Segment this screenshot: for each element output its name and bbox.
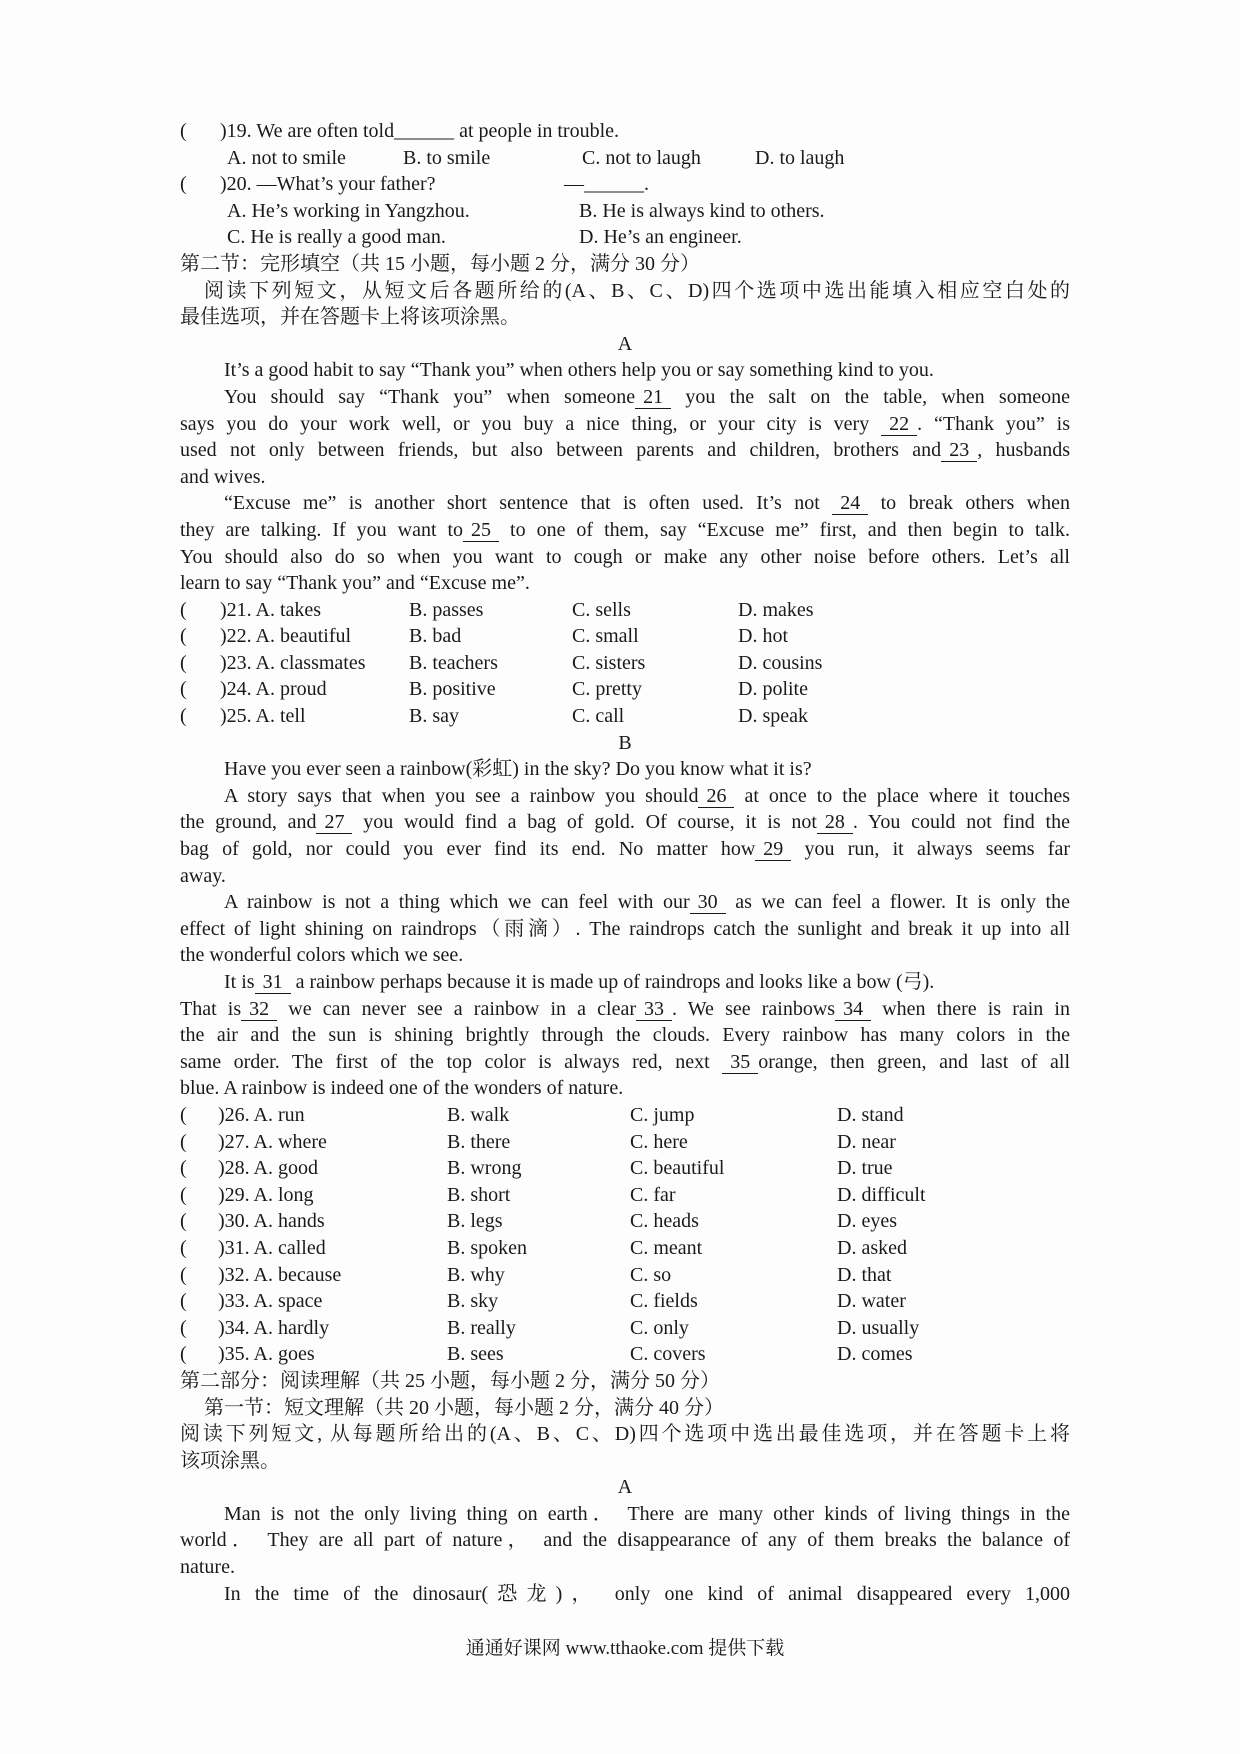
cloze-blank: 25 [463,519,499,542]
cloze-section-heading: 第二节：完形填空（共 15 小题，每小题 2 分，满分 30 分） [180,252,700,275]
option-a: )27. A. where [218,1130,327,1153]
answer-bracket: ( [180,1263,187,1286]
option-b: B. bad [409,625,462,648]
option-a: )29. A. long [218,1183,314,1206]
passage-a-line: You should also do so when you want to cough or make any other noise before others. Let’s all [180,545,1070,568]
option-d: D. true [837,1157,893,1180]
passage-a-line: It’s a good habit to say “Thank you” when others help you or say something kind to you. [224,359,934,382]
cloze-blank: 33 [636,998,672,1021]
option-d: D. that [837,1263,892,1286]
cloze-question-row-34 [180,1315,1070,1342]
option-c: C. small [572,625,639,648]
passage-b-line: same order. The first of the top color is always red, next 35 orange, then green, and last of all [180,1050,1070,1073]
instruction-line: 阅读下列短文，从短文后各题所给的(A、B、C、D)四个选项中选出能填入相应空白处的 [204,279,1070,302]
cloze-question-row-21 [180,597,1070,624]
passage-b-line: the air and the sun is shining brightly through the clouds. Every rainbow has many colors in the [180,1024,1070,1047]
option-a: )31. A. called [218,1236,326,1259]
question-20-options-row-2 [227,224,1070,251]
answer-bracket: ( [180,625,187,648]
cloze-blank: 27 [316,811,352,834]
option-d: D. comes [837,1343,913,1366]
option-d: D. to laugh [755,146,845,169]
cloze-blank: 30 [690,891,726,914]
option-b: B. why [447,1263,505,1286]
option-d: D. eyes [837,1210,897,1233]
instruction-line: 该项涂黑。 [180,1449,280,1472]
option-d: D. cousins [738,651,823,674]
option-d: D. speak [738,705,808,728]
option-b: B. walk [447,1103,510,1126]
cloze-blank: 24 [832,492,868,515]
option-c: C. sells [572,598,631,621]
answer-bracket: ( [180,173,187,196]
option-c: C. call [572,705,625,728]
cloze-question-row-32 [180,1262,1070,1289]
option-d: D. usually [837,1316,920,1339]
passage-b-line: bag of gold, nor could you ever find its end. No matter how 29 you run, it always seems far [180,838,1070,861]
option-c: C. meant [630,1236,703,1259]
cloze-blank: 29 [755,838,791,861]
instruction-line: 最佳选项，并在答题卡上将该项涂黑。 [180,306,520,329]
passage-b-line: away. [180,864,226,887]
answer-bracket: ( [180,651,187,674]
cloze-question-row-31 [180,1235,1070,1262]
cloze-question-row-28 [180,1155,1070,1182]
option-c: C. heads [630,1210,699,1233]
passage-b-line: A story says that when you see a rainbow you should 26 at once to the place where it touches [224,784,1070,807]
option-b: B. He is always kind to others. [579,199,825,222]
passage-b-line: the ground, and 27 you would find a bag of gold. Of course, it is not 28 . You could not find the [180,811,1070,834]
option-d: D. near [837,1130,896,1153]
passage-a-line: used not only between friends, but also between parents and children, brothers and 23 , husbands [180,439,1070,462]
option-d: D. hot [738,625,788,648]
question-19-stem: )19. We are often told______ at people in trouble. [220,120,620,142]
option-d: D. asked [837,1236,907,1259]
option-c: C. far [630,1183,676,1206]
question-19-row [180,118,1070,145]
cloze-question-row-29 [180,1182,1070,1209]
answer-bracket: ( [180,1210,187,1233]
passage-a-line: they are talking. If you want to 25 to one of them, say “Excuse me” first, and then begin to talk. [180,518,1070,541]
option-b: B. really [447,1316,516,1339]
passage-a-line: learn to say “Thank you” and “Excuse me”. [180,572,530,595]
answer-bracket: ( [180,1183,187,1206]
option-a: A. not to smile [227,146,346,169]
option-a: )23. A. classmates [220,651,366,674]
option-c: C. fields [630,1290,698,1313]
answer-bracket: ( [180,678,187,701]
option-b: B. positive [409,678,496,701]
cloze-blank: 23 [941,439,977,462]
reading-passage-line: In the time of the dinosaur(恐龙)， only one kind of animal disappeared every 1,000 [224,1582,1070,1605]
passage-label-a: A [617,332,633,355]
reading-passage-line: world． They are all part of nature， and the disappearance of any of them breaks the balance of [180,1529,1070,1552]
option-a: )26. A. run [218,1103,305,1126]
option-b: B. there [447,1130,511,1153]
passage-b-line: the wonderful colors which we see. [180,944,464,967]
option-c: C. He is really a good man. [227,226,446,249]
cloze-question-row-24 [180,676,1070,703]
option-b: B. short [447,1183,511,1206]
passage-b-line: effect of light shining on raindrops（雨滴）. The raindrops catch the sunlight and break it up into all [180,917,1070,940]
answer-bracket: ( [180,1236,187,1259]
cloze-question-row-26 [180,1102,1070,1129]
reading-passage-line: Man is not the only living thing on earth． There are many other kinds of living things in the [224,1502,1070,1525]
option-a: )24. A. proud [220,678,327,701]
reading-passage-line: nature. [180,1556,235,1579]
reading-passage-label-a: A [617,1476,633,1499]
option-a: )34. A. hardly [218,1316,330,1339]
answer-bracket: ( [180,1290,187,1313]
instruction-line: 阅读下列短文, 从每题所给出的(A、B、C、D)四个选项中选出最佳选项，并在答题卡上将 [180,1423,1070,1446]
answer-bracket: ( [180,1103,187,1126]
option-a: )22. A. beautiful [220,625,352,648]
option-d: D. polite [738,678,808,701]
option-d: D. He’s an engineer. [579,226,742,249]
passage-b-line: A rainbow is not a thing which we can feel with our 30 as we can feel a flower. It is only the [224,891,1070,914]
cloze-question-row-30 [180,1208,1070,1235]
passage-b-line: Have you ever seen a rainbow(彩虹) in the sky? Do you know what it is? [224,758,812,781]
option-c: C. jump [630,1103,695,1126]
answer-bracket: ( [180,598,187,621]
cloze-question-row-25 [180,703,1070,730]
option-a: )30. A. hands [218,1210,325,1233]
option-a: )35. A. goes [218,1343,315,1366]
cloze-blank: 32 [241,998,277,1021]
option-a: )25. A. tell [220,705,306,728]
question-20-answer-blank: —______. [564,173,649,196]
option-b: B. legs [447,1210,503,1233]
cloze-question-row-35 [180,1341,1070,1368]
cloze-blank: 22 [881,413,917,436]
passage-b-line: blue. A rainbow is indeed one of the wonders of nature. [180,1077,624,1100]
option-c: C. beautiful [630,1157,725,1180]
option-a: )21. A. takes [220,598,322,621]
passage-b-line: It is 31 a rainbow perhaps because it is made up of raindrops and looks like a bow (弓). [224,971,935,993]
option-b: B. sky [447,1290,499,1313]
option-b: B. passes [409,598,484,621]
passage-a-line: “Excuse me” is another short sentence that is often used. It’s not 24 to break others when [224,492,1071,515]
answer-bracket: ( [180,1157,187,1180]
option-d: D. difficult [837,1183,926,1206]
cloze-question-row-23 [180,650,1070,677]
option-b: B. spoken [447,1236,527,1259]
passage-a-line: and wives. [180,465,266,488]
cloze-blank: 35 [722,1051,758,1074]
option-c: C. so [630,1263,672,1286]
option-b: B. wrong [447,1157,522,1180]
cloze-question-row-33 [180,1288,1070,1315]
option-c: C. only [630,1316,689,1339]
option-d: D. makes [738,598,814,621]
answer-bracket: ( [180,1130,187,1153]
answer-bracket: ( [180,120,187,142]
footer-watermark: 通通好课网 www.tthaoke.com 提供下载 [465,1638,785,1660]
passage-a-line: says you do your work well, or you buy a nice thing, or your city is very 22 . “Thank you” is [180,412,1070,435]
option-c: C. not to laugh [582,146,701,169]
question-20-row [180,171,1070,198]
answer-bracket: ( [180,1343,187,1366]
cloze-question-row-22 [180,623,1070,650]
cloze-blank: 31 [255,971,291,994]
cloze-blank: 34 [835,998,871,1021]
question-19-options [227,145,1070,172]
question-20-stem: )20. —What’s your father? [220,173,436,196]
option-c: C. sisters [572,651,646,674]
part2-heading: 第二部分：阅读理解（共 25 小题，每小题 2 分，满分 50 分） [180,1369,720,1392]
option-b: B. to smile [403,146,491,169]
cloze-blank: 26 [698,785,734,808]
option-a: )28. A. good [218,1157,318,1180]
option-a: )32. A. because [218,1263,342,1286]
option-b: B. sees [447,1343,504,1366]
cloze-question-row-27 [180,1129,1070,1156]
option-d: D. water [837,1290,906,1313]
option-a: A. He’s working in Yangzhou. [227,199,470,222]
answer-bracket: ( [180,1316,187,1339]
option-a: )33. A. space [218,1290,323,1313]
passage-a-line: You should say “Thank you” when someone 21 you the salt on the table, when someone [224,385,1071,408]
question-20-options-row-1 [227,198,1070,225]
passage-b-line: That is 32 we can never see a rainbow in a clear 33 . We see rainbows 34 when there is rain in [180,997,1070,1020]
cloze-blank: 28 [817,811,853,834]
cloze-blank: 21 [635,386,671,409]
option-c: C. here [630,1130,688,1153]
option-b: B. say [409,705,459,728]
option-c: C. pretty [572,678,642,701]
option-d: D. stand [837,1103,904,1126]
part2-section1-heading: 第一节：短文理解（共 20 小题，每小题 2 分，满分 40 分） [204,1396,724,1419]
passage-label-b: B [618,731,632,754]
answer-bracket: ( [180,705,187,728]
option-c: C. covers [630,1343,706,1366]
option-b: B. teachers [409,651,498,674]
